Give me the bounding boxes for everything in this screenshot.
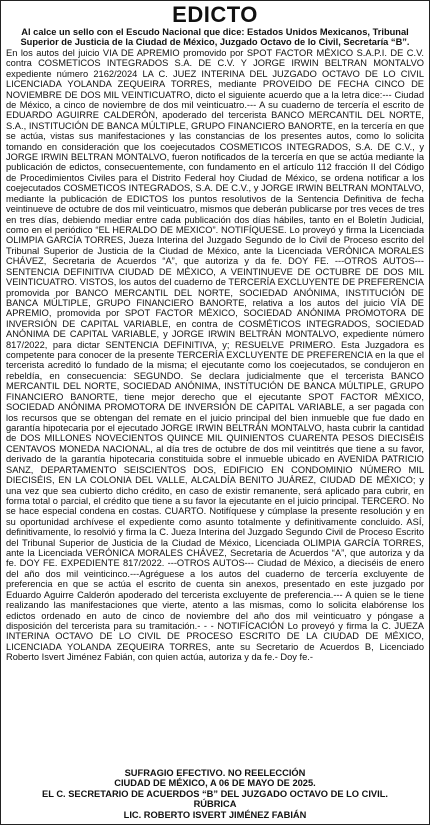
- seal-header: Al calce un sello con el Escudo Nacional que dice: Estados Unidos Mexicanos, Tribunal Superior de Justicia de la Ciudad de México, Juzgado Octavo de lo Civil, Secretaría “B”.: [20, 27, 410, 48]
- signature-block: [6, 768, 424, 820]
- edict-body: En los autos del juicio VIA DE APREMIO promovido por SPOT FACTOR MÉXICO S.A.P.I. DE C.V. contra COSMETICOS INTEGRADOS S.A. DE C.V. Y JORGE IRWIN BELTRAN MONTALVO expediente número 2162/2024 LA C. JUEZ INTERINA DEL JUZGADO OCTAVO DE LO CIVIL LICENCIADA YOLANDA ZEQUEIRA TORRES, mediante PROVEIDO DE FECHA CINCO DE NOVIEMBRE DE DOS MIL VEINTICUATRO, dicto el siguiente acuerdo que a la letra dice:--- Ciudad de México, a cinco de noviembre de dos mil veinticuatro.--- A su cuaderno de tercería el escrito de EDUARDO AGUIRRE CALDERÓN, apoderado del tercerista BANCO MERCANTIL DEL NORTE, S.A., INSTITUCIÓN DE BANCA MÚLTIPLE, GRUPO FINANCIERO BANORTE, en la tercería en que se actúa, vistas sus manifestaciones y las constancias de los presentes autos, como lo solicita tomando en consideración que los coejecutados COSMETICOS INTEGRADOS, S.A. DE C.V., y JORGE IRWIN BELTRAN MONTALVO, fueron notificados de la tercería en que se actúa mediante la publicación de edictos, consecuentemente, con fundamento en el artículo 112 fracción II del Código de Procedimientos Civiles para el Distrito Federal hoy Ciudad de México, se ordena notificar a los coejecutados COSMETICOS INTEGRADOS, S.A. DE C.V., y JORGE IRWIN BELTRAN MONTALVO, mediante la publicación de EDICTOS los puntos resolutivos de la Sentencia Definitiva de fecha veintinueve de octubre de dos mil veinticuatro, mismos que deberán publicarse por tres veces de tres en tres días, debiendo mediar entre cada publicación dos días hábiles, tanto en el Boletín Judicial, como en el periódico “EL HERALDO DE MEXICO”. NOTIFÍQUESE. Lo proveyó y firma la Licenciada OLIMPIA GARCÍA TORRES, Jueza Interina del Juzgado Segundo de lo Civil de Proceso escrito del Tribunal Superior de Justicia de la Ciudad de México, ante la Licenciada VERÓNICA MORALES CHÁVEZ, Secretaria de Acuerdos “A”, que autoriza y da fe. DOY FE. ---OTROS AUTOS--- SENTENCIA DEFINITIVA CIUDAD DE MÉXICO, A VEINTINUEVE DE OCTUBRE DE DOS MIL VEINTICUATRO. VISTOS, los autos del cuaderno de TERCERÍA EXCLUYENTE DE PREFERENCIA promovida por BANCO MERCANTIL DEL NORTE, SOCIEDAD ANÓNIMA, INSTITUCIÓN DE BANCA MÚLTIPLE, GRUPO FINANCIERO BANORTE, relativa a los autos del juicio VÍA DE APREMIO, promovida por SPOT FACTOR MÉXICO, SOCIEDAD ANÓNIMA PROMOTORA DE INVERSIÓN DE CAPITAL VARIABLE, en contra de COSMÉTICOS INTEGRADOS, SOCIEDAD ANÓNIMA DE CAPITAL VARIABLE, y JORGE IRWIN BELTRÁN MONTALVO, expediente número 817/2022, para dictar SENTENCIA DEFINITIVA, y; RESUELVE PRIMERO. Esta Juzgadora es competente para conocer de la presente TERCERÍA EXCLUYENTE DE PREFERENCIA en la que el tercerista acreditó lo fundado de la misma; el ejecutante como los coejecutados, se condujeron en rebeldía, en consecuencia: SEGUNDO. Se declara judicialmente que el tercerista BANCO MERCANTIL DEL NORTE, SOCIEDAD ANÓNIMA, INSTITUCIÓN DE BANCA MÚLTIPLE, GRUPO FINANCIERO BANORTE, tiene mejor derecho que el ejecutante SPOT FACTOR MÉXICO, SOCIEDAD ANÓNIMA PROMOTORA DE INVERSIÓN DE CAPITAL VARIABLE, a ser pagada con los recursos que se obtengan del remate en el juicio principal del bien inmueble que fue dado en garantía hipotecaria por el ejecutado JORGE IRWIN BELTRÁN MONTALVO, hasta cubrir la cantidad de DOS MILLONES NOVECIENTOS QUINCE MIL QUINIENTOS CUARENTA PESOS DIECISÉIS CENTAVOS MONEDA NACIONAL, al día tres de octubre de dos mil veintitrés que tiene a su favor, derivado de la garantía hipotecaria constituida sobre el inmueble ubicado en AVENIDA PATRICIO SANZ, DEPARTAMENTO SEISCIENTOS DOS, EDIFICIO EN CONDOMINIO NÚMERO MIL DIECISÉIS, EN LA COLONIA DEL VALLE, ALCALDÍA BENITO JUÁREZ, CIUDAD DE MÉXICO; y una vez que sea cubierto dicho crédito, en caso de existir remanente, será aplicado para cubrir, en forma total o parcial, el crédito que tiene a su favor la ejecutante en el juicio principal. TERCERO. No se hace especial condena en costas. CUARTO. Notifíquese y cúmplase la presente resolución y en su oportunidad archívese el expediente como asunto totalmente y definitivamente concluido. ASÍ, definitivamente, lo resolvió y firma la C. Jueza Interina del Juzgado Segundo Civil de Proceso Escrito del Tribunal Superior de Justicia de la Ciudad de México, Licenciada OLIMPIA GARCÍA TORRES, ante la Licenciada VERÓNICA MORALES CHÁVEZ, Secretaria de Acuerdos “A”, que autoriza y da fe. DOY FE. EXPEDIENTE 817/2022. ---OTROS AUTOS--- Ciudad de México, a dieciséis de enero del año dos mil veinticinco.---Agréguese a los autos del cuaderno de tercería excluyente de preferencia en que se actúa el escrito de cuenta sin anexos, presentado en este juzgado por Eduardo Aguirre Calderón apoderado del tercerista excluyente de preferencia.--- A quien se le tiene realizando las manifestaciones que vierte, atento a las mismas, como lo solicita elabórense los edictos ordenado en auto de cinco de noviembre del año dos mil veinticuatro y póngase a disposición del tercerista para su tramitación.- - - NOTIFÍCACIÓN Lo proveyó y firma la C. JUEZA INTERINA OCTAVO DE LO CIVIL DE PROCESO ESCRITO DE LA CIUDAD DE MÉXICO, LICENCIADA YOLANDA ZEQUEIRA TORRES, ante su Secretario de Acuerdos B, Licenciado Roberto Isvert Jiménez Fabián, con quien actúa, autoriza y da fe.- Doy fe.-: [6, 47, 424, 663]
- signature-rubrica: RÚBRICA: [193, 799, 237, 810]
- signature-date: CIUDAD DE MÉXICO, A 06 DE MAYO DE 2025.: [114, 778, 316, 789]
- signature-slogan: SUFRAGIO EFECTIVO. NO REELECCIÓN: [124, 767, 306, 778]
- signature-name: LIC. ROBERTO ISVERT JIMÉNEZ FABIÁN: [123, 809, 307, 820]
- document-title: EDICTO: [172, 2, 258, 27]
- signature-role: EL C. SECRETARIO DE ACUERDOS “B” DEL JUZGADO OCTAVO DE LO CIVIL.: [42, 788, 388, 799]
